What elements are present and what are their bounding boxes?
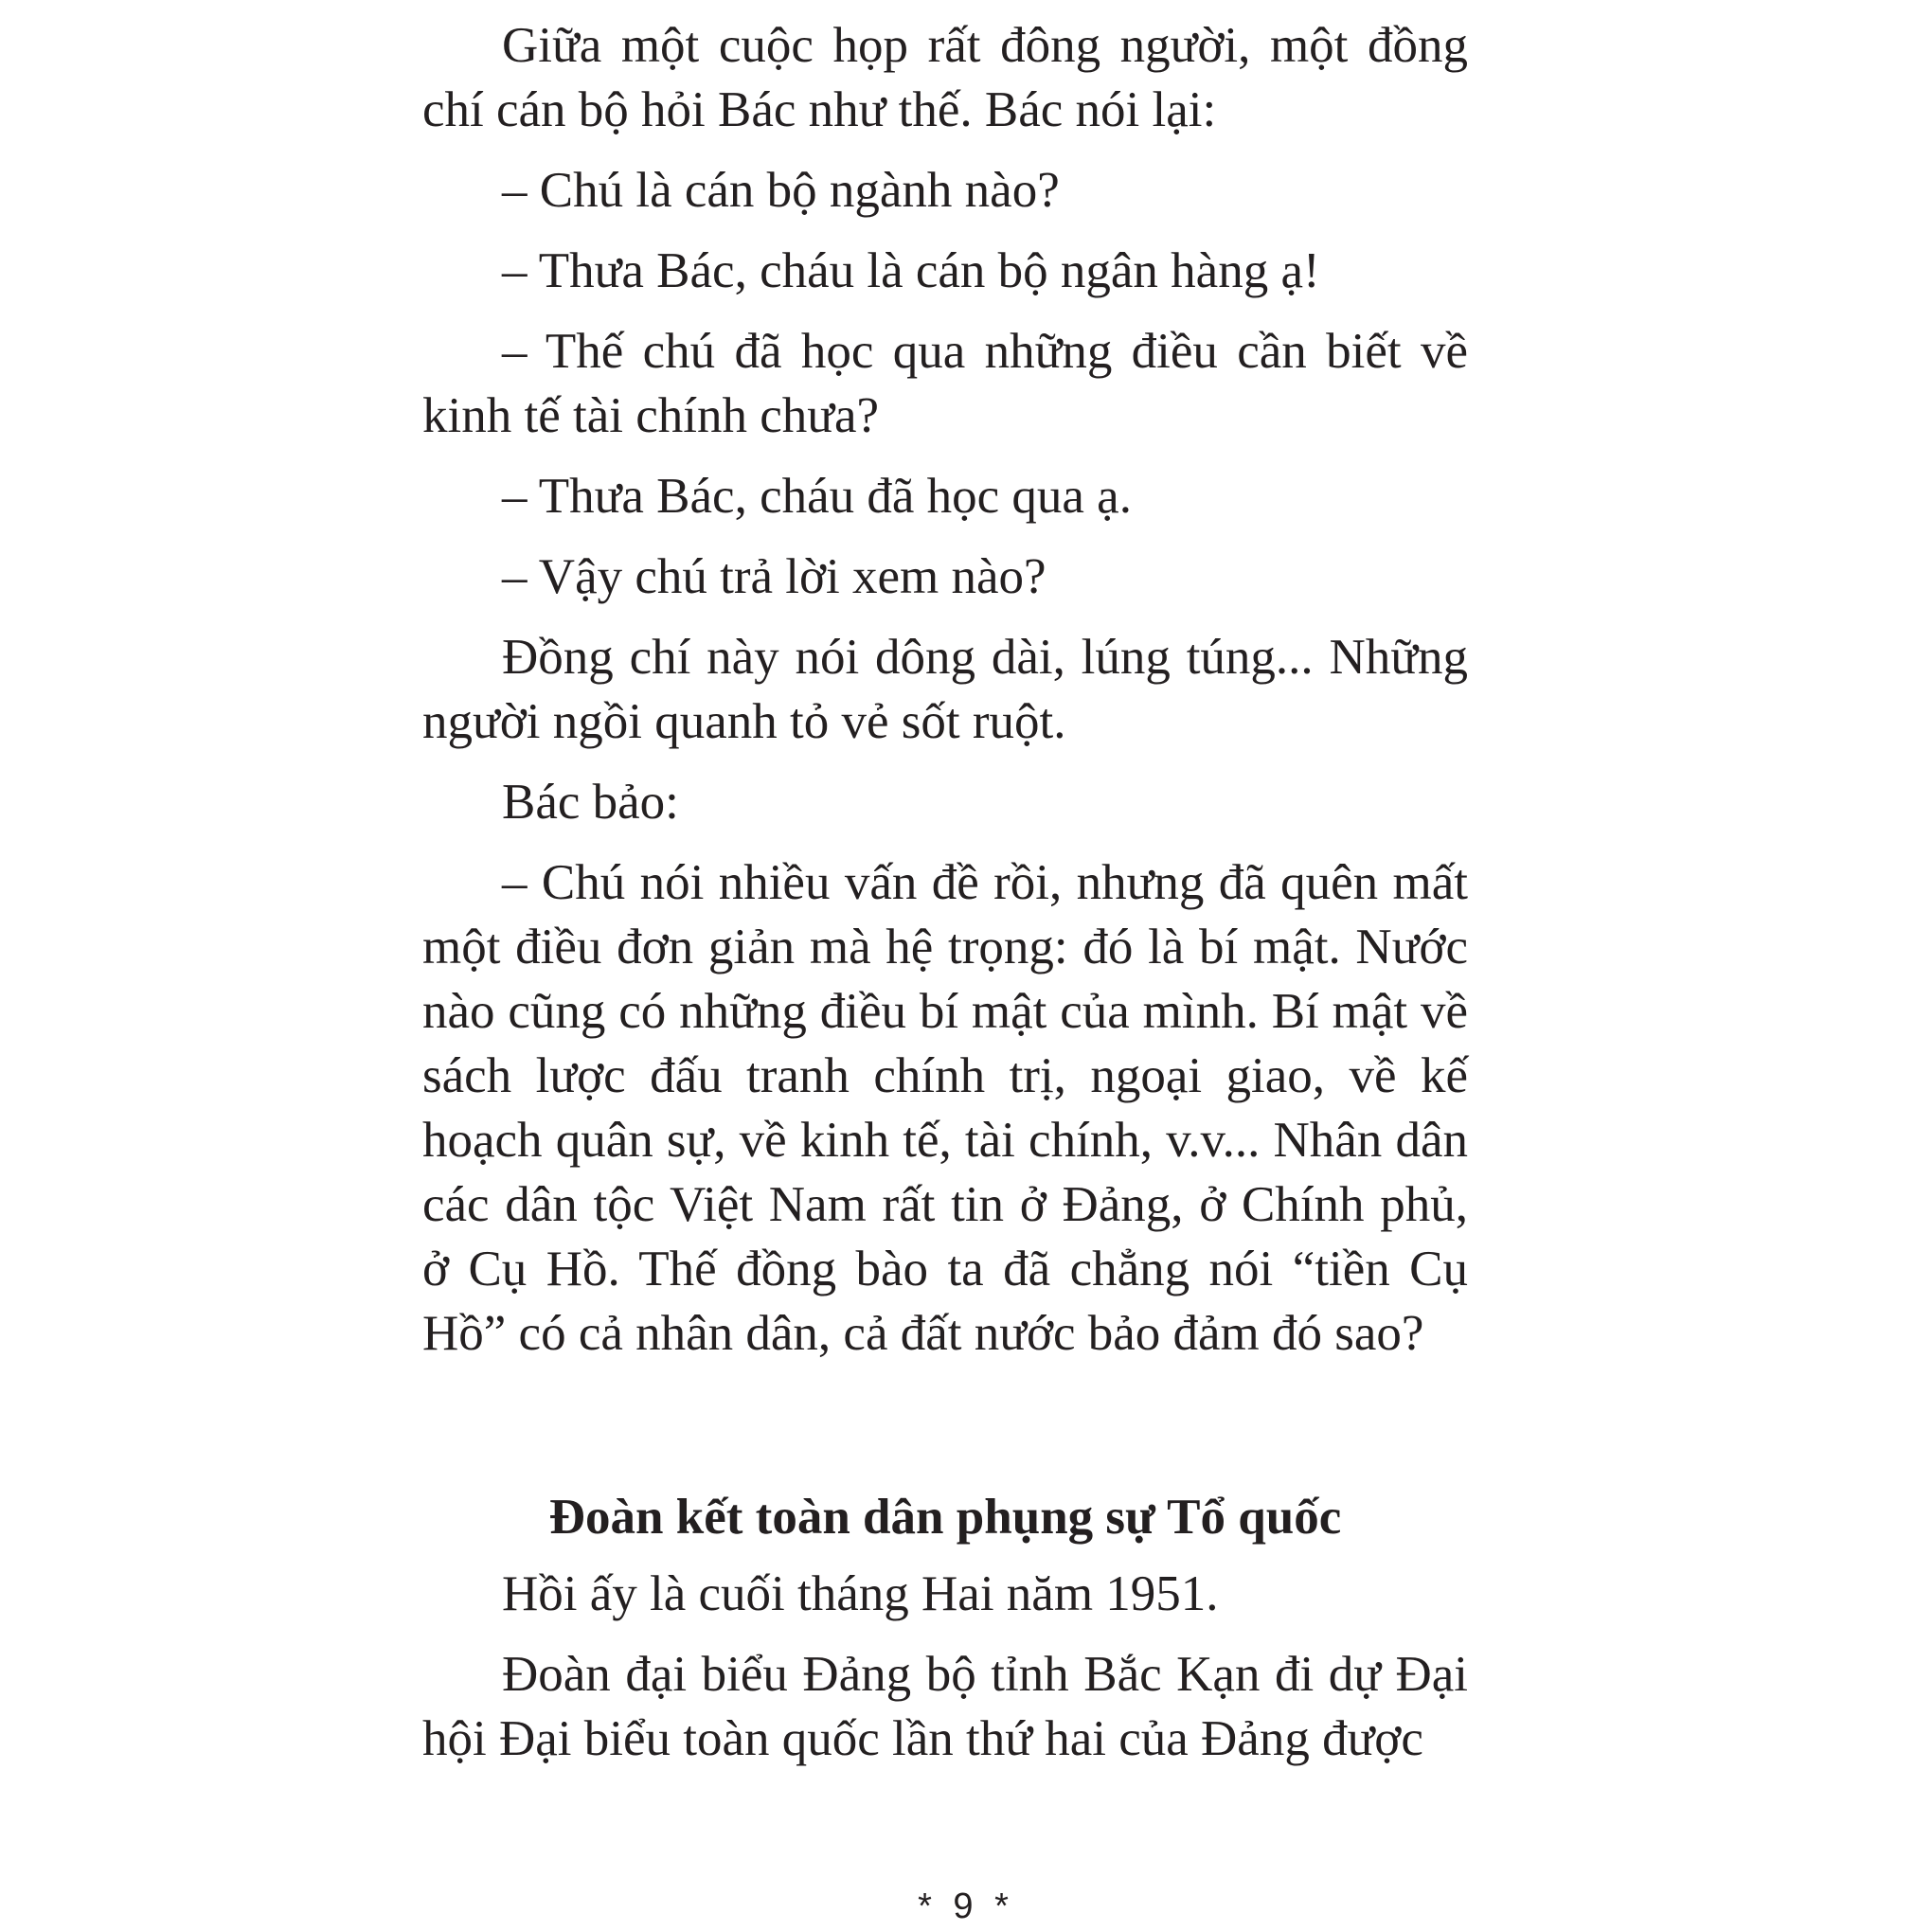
page-number: * 9 * bbox=[918, 1886, 1014, 1926]
paragraph-4: – Thế chú đã học qua những điều cần biết về kinh tế tài chính chưa? bbox=[422, 324, 1468, 443]
paragraph-5: – Thưa Bác, cháu đã học qua ạ. bbox=[502, 469, 1132, 524]
paragraph-3: – Thưa Bác, cháu là cán bộ ngân hàng ạ! bbox=[502, 243, 1320, 298]
text-column bbox=[422, 13, 1468, 1787]
paragraph-9: – Chú nói nhiều vấn đề rồi, nhưng đã quên mất một điều đơn giản mà hệ trọng: đó là bí mật. Nước nào cũng có những điều bí mật của mình. Bí mật về sách lược đấu tranh chính trị, ngoại giao, về kế hoạch quân sự, về kinh tế, tài chính, v.v... Nhân dân các dân tộc Việt Nam rất tin ở Đảng, ở Chính phủ, ở Cụ Hồ. Thế đồng bào ta đã chẳng nói “tiền Cụ Hồ” có cả nhân dân, cả đất nước bảo đảm đó sao? bbox=[422, 855, 1468, 1361]
paragraph-11: Đoàn đại biểu Đảng bộ tỉnh Bắc Kạn đi dự Đại hội Đại biểu toàn quốc lần thứ hai của Đảng được bbox=[422, 1647, 1468, 1766]
paragraph-2: – Chú là cán bộ ngành nào? bbox=[502, 163, 1060, 218]
paragraph-8: Bác bảo: bbox=[502, 775, 679, 830]
paragraph-10: Hồi ấy là cuối tháng Hai năm 1951. bbox=[502, 1566, 1219, 1621]
paragraph-6: – Vậy chú trả lời xem nào? bbox=[502, 549, 1046, 604]
paragraph-1: Giữa một cuộc họp rất đông người, một đồng chí cán bộ hỏi Bác như thế. Bác nói lại: bbox=[422, 18, 1468, 137]
section-heading: Đoàn kết toàn dân phụng sự Tổ quốc bbox=[548, 1490, 1342, 1545]
paragraph-7: Đồng chí này nói dông dài, lúng túng... Những người ngồi quanh tỏ vẻ sốt ruột. bbox=[422, 630, 1468, 749]
